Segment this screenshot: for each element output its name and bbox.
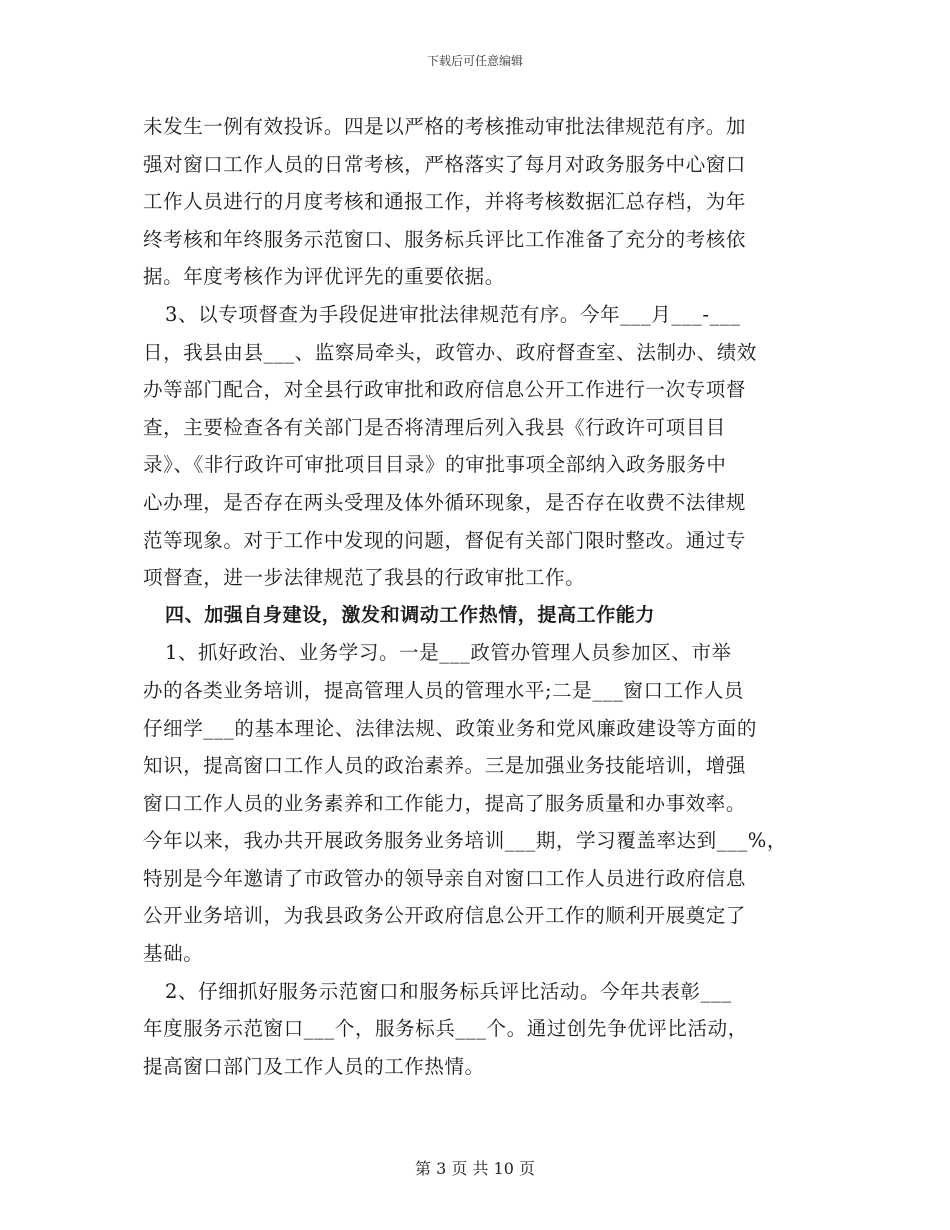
text-line: 1、抓好政治、业务学习。一是___政管办管理人员参加区、市举 bbox=[165, 641, 732, 665]
text-line: 查，主要检查各有关部门是否将清理后列入我县《行政许可项目目 bbox=[143, 415, 726, 439]
text-line: 办等部门配合，对全县行政审批和政府信息公开工作进行一次专项督 bbox=[143, 378, 747, 402]
text-line: 提高窗口部门及工作人员的工作热情。 bbox=[143, 1054, 485, 1078]
document-body bbox=[143, 108, 807, 1085]
text-line: 仔细学___的基本理论、法律法规、政策业务和党风廉政建设等方面的 bbox=[143, 716, 757, 740]
text-line: 基础。 bbox=[143, 942, 204, 966]
text-line: 据。年度考核作为评优评先的重要依据。 bbox=[143, 265, 505, 289]
text-line: 特别是今年邀请了市政管办的领导亲自对窗口工作人员进行政府信息 bbox=[143, 866, 747, 890]
text-line: 办的各类业务培训，提高管理人员的管理水平;二是___窗口工作人员 bbox=[143, 678, 745, 702]
text-line: 终考核和年终服务示范窗口、服务标兵评比工作准备了充分的考核依 bbox=[143, 227, 747, 251]
text-line: 知识，提高窗口工作人员的政治素养。三是加强业务技能培训，增强 bbox=[143, 754, 747, 778]
text-line: 范等现象。对于工作中发现的问题，督促有关部门限时整改。通过专 bbox=[143, 528, 747, 552]
text-line: 项督查，进一步法律规范了我县的行政审批工作。 bbox=[143, 566, 586, 590]
text-line: 强对窗口工作人员的日常考核，严格落实了每月对政务服务中心窗口 bbox=[143, 152, 747, 176]
text-line: 年度服务示范窗口___个，服务标兵___个。通过创先争优评比活动， bbox=[143, 1017, 748, 1041]
page-header: 下载后可任意编辑 bbox=[426, 54, 523, 68]
text-line: 未发生一例有效投诉。四是以严格的考核推动审批法律规范有序。加 bbox=[143, 115, 747, 138]
text-line: 日，我县由县___、监察局牵头，政管办、政府督查室、法制办、绩效 bbox=[143, 340, 757, 364]
text-line: 心办理，是否存在两头受理及体外循环现象，是否存在收费不法律规 bbox=[143, 490, 747, 514]
text-line: 工作人员进行的月度考核和通报工作，并将考核数据汇总存档，为年 bbox=[143, 190, 747, 214]
page-footer: 第 3 页 共 10 页 bbox=[415, 1159, 535, 1178]
text-line: 3、以专项督查为手段促进审批法律规范有序。今年___月___-___ bbox=[165, 302, 741, 326]
section-heading: 四、加强自身建设，激发和调动工作热情，提高工作能力 bbox=[165, 603, 656, 626]
text-line: 窗口工作人员的业务素养和工作能力，提高了服务质量和办事效率。 bbox=[143, 791, 747, 815]
text-line: 2、仔细抓好服务示范窗口和服务标兵评比活动。今年共表彰___ bbox=[165, 979, 732, 1003]
text-line: 今年以来，我办共开展政务服务业务培训___期，学习覆盖率达到___%， bbox=[143, 829, 788, 853]
text-line: 公开业务培训，为我县政务公开政府信息公开工作的顺利开展奠定了 bbox=[143, 904, 747, 928]
text-line: 录》、《非行政许可审批项目目录》的审批事项全部纳入政务服务中 bbox=[143, 453, 727, 477]
